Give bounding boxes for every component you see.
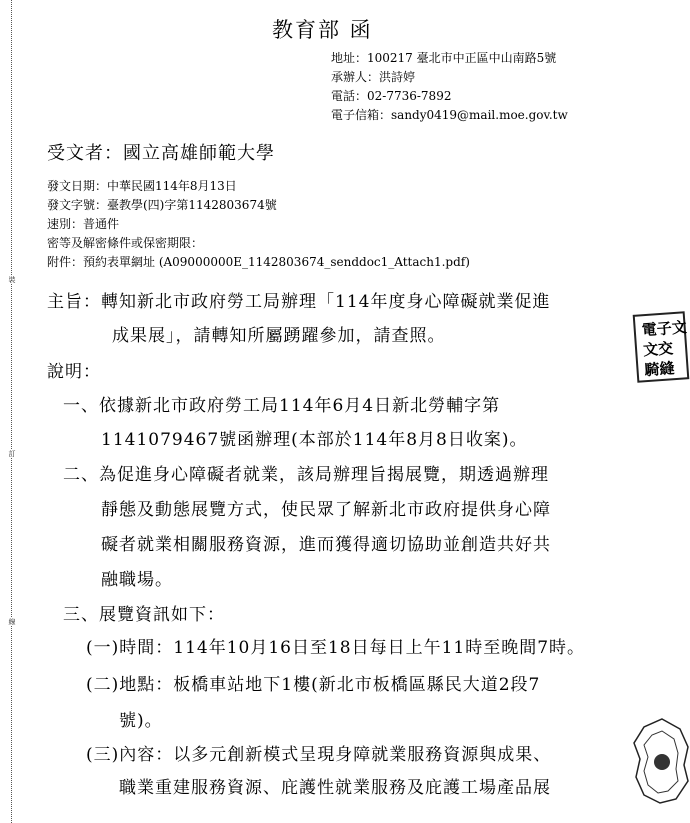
document-number: 發文字號：臺教學(四)字第1142803674號	[47, 198, 277, 212]
item2-line1: 二、為促進身心障礙者就業，該局辦理旨揭展覽，期透過辦理	[63, 465, 549, 485]
binding-mark-zhuang: 裝	[8, 276, 16, 284]
document-title: 教育部 函	[272, 18, 373, 42]
address: 地址：100217 臺北市中正區中山南路5號	[331, 51, 557, 65]
sub2-line2: 號)。	[119, 711, 163, 731]
sub3-line2: 職業重建服務資源、庇護性就業服務及庇護工場產品展	[119, 778, 551, 798]
meta-block	[47, 177, 470, 272]
email: 電子信箱：sandy0419@mail.moe.gov.tw	[331, 108, 568, 122]
recipient: 受文者：國立高雄師範大學	[47, 143, 275, 164]
seam-seal	[633, 311, 690, 382]
attachment: 附件：預約表單網址 (A09000000E_1142803674_senddoc1_Attach1.pdf)	[47, 255, 470, 269]
binding-line	[11, 0, 12, 823]
item2-line4: 融職場。	[101, 570, 173, 590]
item3-heading: 三、展覽資訊如下：	[63, 605, 225, 625]
sub2-line1: (二)地點：板橋車站地下1樓(新北市板橋區縣民大道2段7	[86, 675, 541, 695]
contact-block	[331, 49, 568, 125]
subject-line-1: 主旨：轉知新北市政府勞工局辦理「114年度身心障礙就業促進	[47, 292, 551, 312]
item2-line3: 礙者就業相關服務資源，進而獲得適切協助並創造共好共	[101, 535, 551, 555]
official-stamp-icon	[632, 715, 690, 805]
sub1: (一)時間：114年10月16日至18日每日上午11時至晚間7時。	[86, 638, 586, 658]
binding-mark-xian: 線	[8, 618, 16, 626]
item1-line2: 1141079467號函辦理(本部於114年8月8日收案)。	[101, 430, 528, 450]
item2-line2: 靜態及動態展覽方式，使民眾了解新北市政府提供身心障	[101, 500, 551, 520]
explanation-heading: 說明：	[47, 362, 101, 382]
binding-mark-ding: 訂	[8, 450, 16, 458]
speed: 速別：普通件	[47, 217, 120, 231]
subject-line-2: 成果展」，請轉知所屬踴躍參加，請查照。	[112, 326, 446, 346]
phone: 電話：02-7736-7892	[331, 89, 452, 103]
sub3-line1: (三)內容：以多元創新模式呈現身障就業服務資源與成果、	[86, 745, 552, 765]
seam-seal-text: 電子文 文交 騎縫	[641, 318, 688, 380]
classification: 密等及解密條件或保密期限：	[47, 236, 204, 250]
item1-line1: 一、依據新北市政府勞工局114年6月4日新北勞輔字第	[63, 396, 501, 416]
handler: 承辦人：洪詩婷	[331, 70, 416, 84]
issue-date: 發文日期：中華民國114年8月13日	[47, 179, 237, 193]
